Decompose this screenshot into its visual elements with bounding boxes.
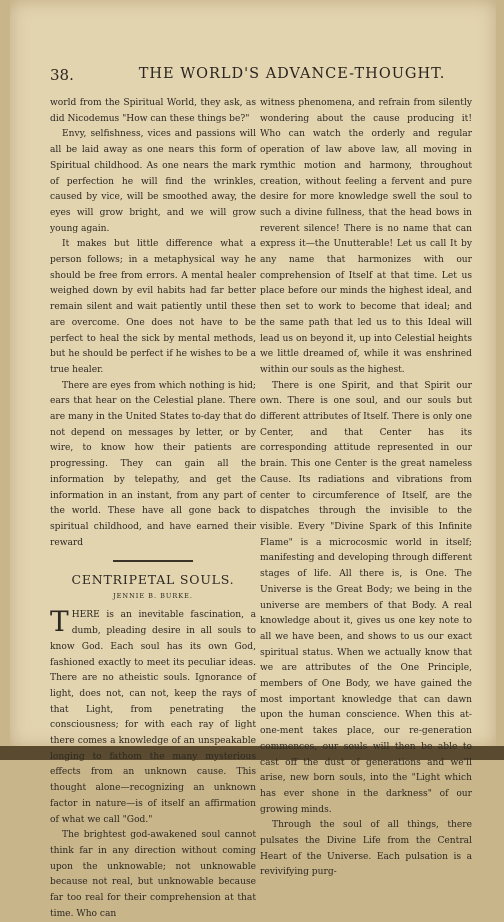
paragraph-text: HERE is an inevitable fascination, a dumb, pleading desire in all souls to know God. Each soul has its own God, fashioned exactly to meet its peculiar ideas. There are no atheistic souls. Ignorance of light, does not, can not, keep the rays of that Light, from penetrating the consciousness; for with each ray of light there comes a knowledge of an unspeakable longing to fathom the many mysterious effects from an unknown cause. This thought alone—recognizing an unknown factor in nature—is of itself an affirmation of what we call "God." [50, 610, 256, 824]
paragraph [50, 608, 256, 828]
page-number: 38. [50, 66, 74, 84]
paragraph: witness phenomena, and refrain from silently wondering about the cause producing it! Who can watch the orderly and regular operation of law above law, all moving in rymthic motion and harmony, throughout creation, without feeling a fervent and pure desire for more knowledge swell the soul to such a divine fullness, that the head bows in reverent silence! There is no name that can express it—the Unutterable! Let us call It by any name that harmonizes with our comprehension of Itself at that time. Let us place before our minds the highest ideal, and then set to work to become that ideal; and the same path that led us to this Ideal will lead us on beyond it, up into Celestial heights we little dreamed of, while it was enshrined within our souls as the highest. [260, 96, 472, 379]
drop-cap: T [50, 610, 69, 634]
paragraph: The brightest god-awakened soul cannot think far in any direction without coming upon the unknowable; not unknowable because not real, but unknowable because far too real for their comprehension at that time. Who can [50, 828, 256, 922]
right-column [260, 96, 472, 881]
left-column [50, 96, 256, 922]
section-divider [113, 560, 193, 562]
page-header [50, 66, 470, 86]
paragraph: There is one Spirit, and that Spirit our own. There is one soul, and our souls but different attributes of Itself. There is only one Center, and that Center has its corresponding attitude represented in our brain. This one Center is the great nameless Cause. Its radiations and vibrations from center to circumference of Itself, are the dispatches through the invisible to the visible. Every "Divine Spark of this Infinite Flame" is a microcosmic world in itself; manifesting and developing through different stages of life. All there is, is One. The Universe is the Great Body; we being in the universe are members of that Body. A real knowledge about it, gives us one key note to all we have been, and shows to us our exact spiritual status. When we actually know that we are attributes of the One Principle, members of One Body, we have gained the most important knowledge that can dawn upon the human conscience. When this at-one-ment takes place, our re-generation commences, our souls will then be able to cast off the dust of generations and we'll arise, new born souls, into the "Light which has ever shone in the darkness" of our growing minds. [260, 379, 472, 819]
paragraph: There are eyes from which nothing is hid; ears that hear on the Celestial plane. There are many in the United States to-day that do not depend on messages by letter, or by wire, to know how their patients are progressing. They can gain all the information by telepathy, and get the information in an instant, from any part of the world. These have all gone back to spiritual childhood, and have earned their reward [50, 379, 256, 552]
article-byline: JENNIE B. BURKE. [50, 590, 256, 602]
article-title: CENTRIPETAL SOULS. [50, 572, 256, 588]
paragraph: It makes but little difference what a person follows; in a metaphysical way he should be free from errors. A mental healer weighed down by evil habits had far better remain silent and wait patiently until these are overcome. One does not have to be perfect to heal the sick by mental methods, but he should be perfect if he wishes to be a true healer. [50, 237, 256, 378]
paragraph: world from the Spiritual World, they ask, as did Nicodemus "How can these things be?" [50, 96, 256, 127]
running-title: THE WORLD'S ADVANCE-THOUGHT. [114, 66, 470, 82]
paragraph: Through the soul of all things, there pulsates the Divine Life from the Central Heart of the Universe. Each pulsation is a revivifying purg- [260, 818, 472, 881]
paragraph: Envy, selfishness, vices and passions will all be laid away as one nears this form of Spiritual childhood. As one nears the mark of perfection he will find the wrinkles, caused by vice, will be smoothed away, the eyes will grow bright, and we will grow young again. [50, 127, 256, 237]
